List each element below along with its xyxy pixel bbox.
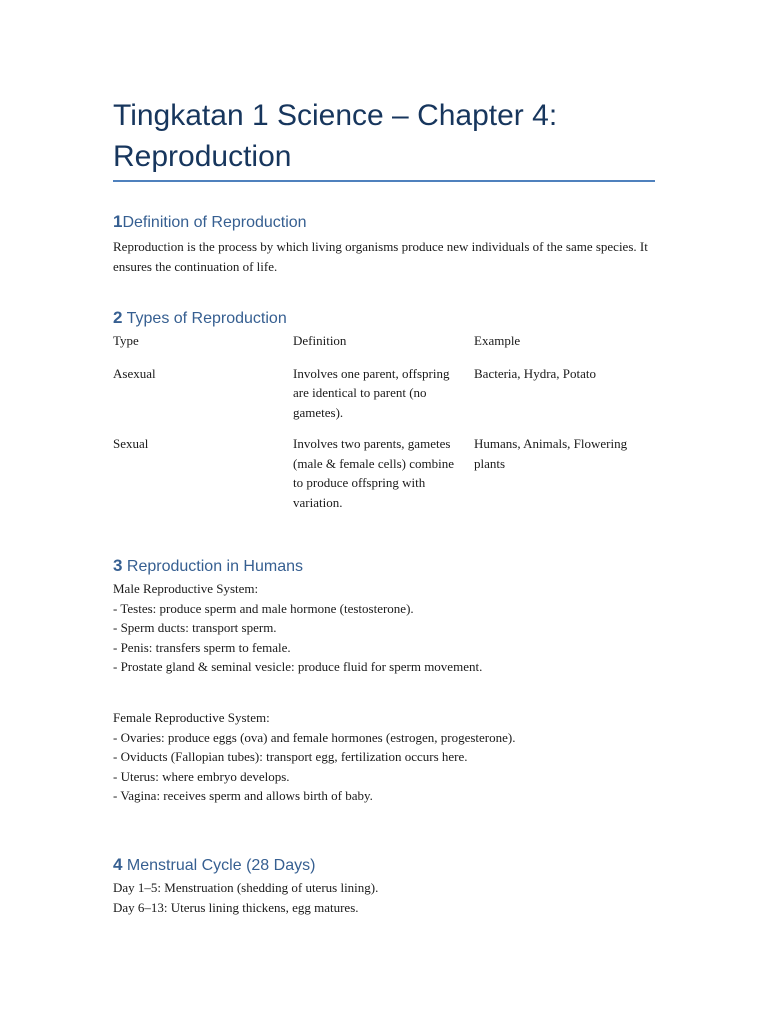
table-row	[113, 364, 658, 423]
table-cell-example: Humans, Animals, Flowering plants	[474, 436, 628, 471]
document-title: Tingkatan 1 Science – Chapter 4: Reproduction	[113, 99, 558, 173]
list-item: Day 6–13: Uterus lining thickens, egg matures.	[113, 899, 359, 915]
list-item: - Uterus: where embryo develops.	[113, 768, 290, 784]
section-1-number: 1	[113, 212, 123, 231]
table-header-row	[113, 331, 658, 351]
section-2-heading	[113, 308, 287, 328]
female-system-block	[113, 708, 658, 806]
table-cell-type: Sexual	[113, 436, 149, 451]
section-4-heading-text: Menstrual Cycle (28 Days)	[122, 857, 316, 874]
female-system-title: Female Reproductive System:	[113, 710, 270, 725]
section-3-heading-text: Reproduction in Humans	[122, 558, 304, 575]
list-item: - Testes: produce sperm and male hormone (testosterone).	[113, 600, 414, 616]
table-header-example: Example	[474, 333, 521, 348]
male-system-block	[113, 579, 658, 677]
reproduction-types-table	[113, 331, 658, 512]
list-item: - Vagina: receives sperm and allows birth of baby.	[113, 788, 373, 803]
menstrual-cycle-block	[113, 878, 658, 917]
section-3-heading	[113, 556, 303, 576]
table-header-definition: Definition	[293, 333, 347, 348]
table-cell-type: Asexual	[113, 365, 156, 381]
table-cell-example: Bacteria, Hydra, Potato	[474, 365, 597, 381]
section-1-heading	[113, 212, 307, 232]
section-2-heading-text: Types of Reproduction	[122, 310, 287, 327]
list-item: - Sperm ducts: transport sperm.	[113, 620, 277, 635]
section-1-heading-text: Definition of Reproduction	[122, 214, 307, 231]
table-cell-definition: Involves two parents, gametes (male & female cells) combine to produce offspring with variation.	[293, 436, 454, 510]
section-2-number: 2	[113, 308, 123, 327]
table-row	[113, 434, 658, 512]
table-header-type: Type	[113, 333, 139, 348]
list-item: - Penis: transfers sperm to female.	[113, 639, 291, 655]
section-4-number: 4	[113, 855, 123, 874]
table-cell-definition: Involves one parent, offspring are identical to parent (no gametes).	[293, 365, 450, 420]
list-item: - Oviducts (Fallopian tubes): transport egg, fertilization occurs here.	[113, 749, 468, 764]
section-3-number: 3	[113, 556, 123, 575]
male-system-title: Male Reproductive System:	[113, 581, 259, 596]
section-4-heading	[113, 855, 315, 875]
list-item: Day 1–5: Menstruation (shedding of uterus lining).	[113, 880, 379, 895]
list-item: - Prostate gland & seminal vesicle: produce fluid for sperm movement.	[113, 659, 483, 674]
list-item: - Ovaries: produce eggs (ova) and female hormones (estrogen, progesterone).	[113, 729, 516, 745]
title-underline	[113, 180, 655, 182]
section-1-body: Reproduction is the process by which living organisms produce new individuals of the same species. It ensures the continuation of life.	[113, 239, 648, 274]
